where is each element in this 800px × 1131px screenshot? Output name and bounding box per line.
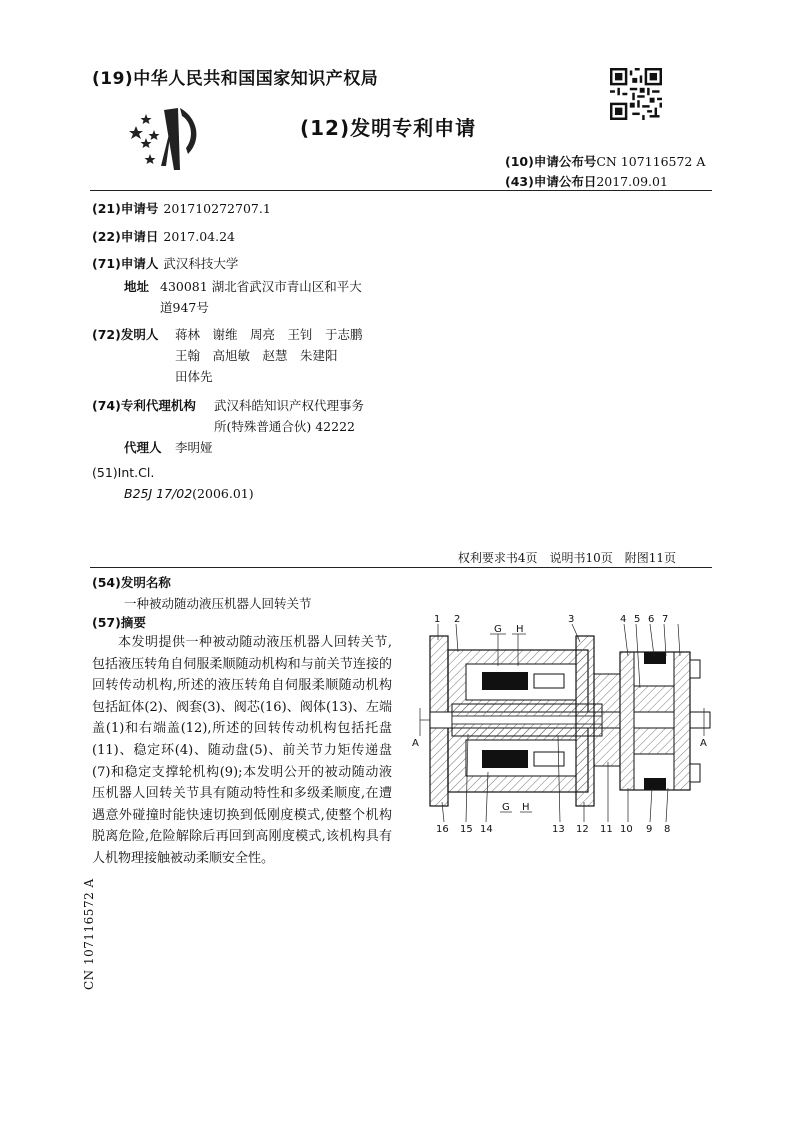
drawing-label-6: 6 bbox=[648, 614, 655, 625]
drawing-label-g-top: G bbox=[494, 624, 502, 635]
inventors-label: (72)发明人 bbox=[92, 327, 159, 342]
section-label-right: A bbox=[700, 738, 707, 749]
agent-label: 代理人 bbox=[124, 440, 162, 455]
address-line-2: 道947号 bbox=[160, 300, 209, 315]
publication-date-row bbox=[505, 172, 668, 190]
drawing-label-13: 13 bbox=[552, 824, 565, 835]
application-number-row bbox=[92, 198, 271, 217]
int-cl-code: B25J 17/02 bbox=[124, 486, 193, 501]
invention-title: 一种被动随动液压机器人回转关节 bbox=[124, 596, 312, 611]
invention-title-label: (54)发明名称 bbox=[92, 575, 171, 590]
cnipa-logo bbox=[128, 104, 208, 174]
page-counts: 权利要求书4页 说明书10页 附图11页 bbox=[457, 551, 676, 565]
drawing-label-2: 2 bbox=[454, 614, 461, 625]
applicant: 武汉科技大学 bbox=[163, 256, 239, 271]
applicant-row bbox=[92, 253, 238, 272]
publication-date: 2017.09.01 bbox=[596, 174, 668, 189]
applicant-label: (71)申请人 bbox=[92, 256, 159, 271]
application-number-label: (21)申请号 bbox=[92, 201, 159, 216]
address-label: 地址 bbox=[124, 279, 150, 294]
counts-rule bbox=[90, 567, 712, 568]
agency-label: (74)专利代理机构 bbox=[92, 398, 196, 413]
drawing-label-9: 9 bbox=[646, 824, 653, 835]
drawing-label-5: 5 bbox=[634, 614, 641, 625]
agent: 李明娅 bbox=[175, 440, 213, 455]
drawing-label-3: 3 bbox=[568, 614, 575, 625]
drawing-label-15: 15 bbox=[460, 824, 473, 835]
drawing-label-4: 4 bbox=[620, 614, 627, 625]
inventors-line-1: 蒋林 谢维 周亮 王钊 于志鹏 bbox=[175, 327, 363, 342]
side-publication-number: CN 107116572 A bbox=[82, 878, 96, 990]
int-cl-version: (2006.01) bbox=[192, 486, 254, 501]
application-number: 201710272707.1 bbox=[163, 201, 271, 216]
drawing-label-11: 11 bbox=[600, 824, 613, 835]
drawing-label-h-top: H bbox=[516, 624, 524, 635]
section-label-left: A bbox=[412, 738, 419, 749]
drawing-label-14: 14 bbox=[480, 824, 493, 835]
inventors-line-2: 王翰 高旭敏 赵慧 朱建阳 bbox=[175, 348, 338, 363]
application-date: 2017.04.24 bbox=[163, 229, 235, 244]
header-rule bbox=[90, 190, 712, 191]
int-cl-label: (51)Int.Cl. bbox=[92, 465, 155, 480]
drawing-label-16: 16 bbox=[436, 824, 449, 835]
inventors-line-3: 田体先 bbox=[175, 369, 213, 384]
publication-number: CN 107116572 A bbox=[596, 154, 706, 169]
agency-line-2: 所(特殊普通合伙) 42222 bbox=[214, 419, 355, 434]
drawing-label-7: 7 bbox=[662, 614, 669, 625]
address-line-1: 430081 湖北省武汉市青山区和平大 bbox=[160, 279, 362, 294]
application-date-label: (22)申请日 bbox=[92, 229, 159, 244]
publication-date-label: (43)申请公布日 bbox=[505, 174, 597, 189]
office-name: (19)中华人民共和国国家知识产权局 bbox=[92, 69, 379, 89]
abstract-drawing bbox=[408, 612, 718, 837]
application-date-row bbox=[92, 226, 235, 245]
abstract-label: (57)摘要 bbox=[92, 615, 146, 630]
abstract-body: 本发明提供一种被动随动液压机器人回转关节,包括液压转角自伺服柔顺随动机构和与前关节连接的回转传动机构,所述的液压转角自伺服柔顺随动机构包括缸体(2)、阀套(3)、阀芯(16)、阀体(13)、左端盖(1)和右端盖(12),所述的回转传动机构包括托盘(11)、稳定环(4)、随动盘(5)、前关节力矩传递盘(7)和稳定支撑轮机构(9);本发明公开的被动随动液压机器人回转关节具有随动特性和多级柔顺度,在遭遇意外碰撞时能快速切换到低刚度模式,使整个机构脱离危险,危险解除后再回到高刚度模式,该机构具有人机物理接触被动柔顺安全性。 bbox=[92, 635, 392, 866]
int-cl-row bbox=[124, 486, 254, 501]
drawing-label-8: 8 bbox=[664, 824, 671, 835]
publication-number-row bbox=[505, 152, 705, 170]
document-type: (12)发明专利申请 bbox=[300, 116, 477, 140]
agency-line-1: 武汉科皓知识产权代理事务 bbox=[214, 398, 365, 413]
drawing-label-h-bottom: H bbox=[522, 802, 530, 813]
drawing-label-1: 1 bbox=[434, 614, 441, 625]
qr-code bbox=[610, 68, 662, 120]
publication-number-label: (10)申请公布号 bbox=[505, 154, 597, 169]
drawing-label-g-bottom: G bbox=[502, 802, 510, 813]
drawing-label-12: 12 bbox=[576, 824, 589, 835]
drawing-label-10: 10 bbox=[620, 824, 633, 835]
